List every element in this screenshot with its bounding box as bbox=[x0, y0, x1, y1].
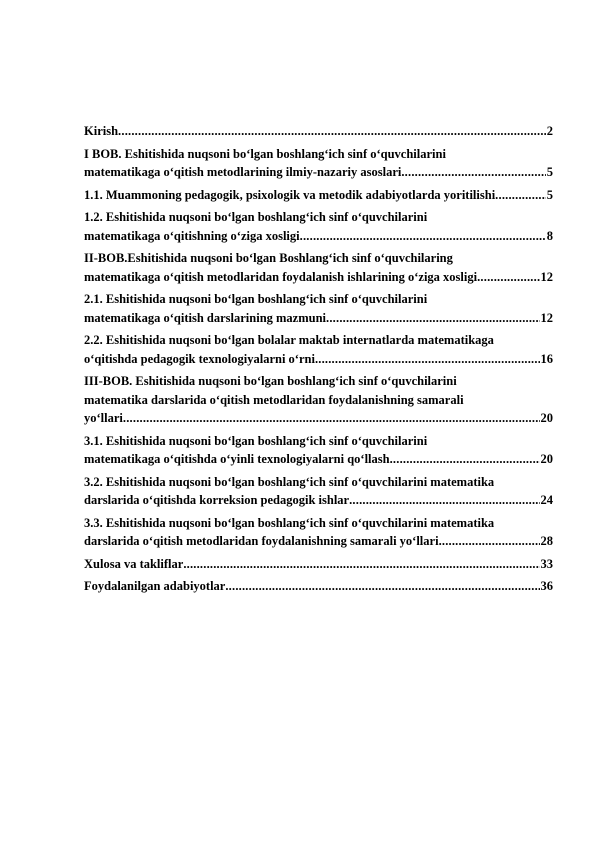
toc-entry-page-number: 36 bbox=[540, 579, 553, 593]
toc-entry-page-number: 8 bbox=[546, 228, 553, 243]
toc-entry-title-line: Xulosa va takliflar bbox=[84, 556, 184, 571]
toc-entry-title-line: 2.2. Eshitishida nuqsoni boʻlgan bolalar maktab internatlarda matematikaga bbox=[84, 333, 494, 347]
toc-entry-title-line: 2.1. Eshitishida nuqsoni boʻlgan boshlangʻich sinf oʻquvchilarini bbox=[84, 292, 428, 306]
toc-entry-page-number: 12 bbox=[540, 269, 553, 284]
toc-entry-leader-line bbox=[84, 268, 553, 287]
toc-entry-page-number: 33 bbox=[540, 556, 553, 571]
toc-entry[interactable] bbox=[84, 145, 553, 182]
dot-leader bbox=[315, 350, 540, 369]
toc-entry-leader-line bbox=[84, 350, 553, 369]
toc-entry-leader-line bbox=[84, 409, 553, 428]
dot-leader bbox=[123, 409, 540, 428]
toc-entry[interactable] bbox=[84, 514, 553, 551]
toc-entry-page-number: 12 bbox=[540, 310, 553, 325]
toc-entry[interactable] bbox=[84, 473, 553, 510]
toc-entry-page-number: 5 bbox=[546, 165, 553, 179]
toc-entry[interactable] bbox=[84, 290, 553, 327]
toc-entry-title-line: 1.2. Eshitishida nuqsoni boʻlgan boshlangʻich sinf oʻquvchilarini bbox=[84, 210, 428, 224]
toc-entry-leader-line bbox=[84, 186, 553, 205]
toc-entry-title-line: I BOB. Eshitishida nuqsoni boʻlgan boshlangʻich sinf oʻquvchilarini bbox=[84, 146, 446, 161]
table-of-contents bbox=[84, 122, 553, 600]
toc-entry-leader-line bbox=[84, 532, 553, 551]
toc-entry-leader-line bbox=[84, 122, 553, 141]
dot-leader bbox=[495, 186, 546, 205]
dot-leader bbox=[300, 227, 546, 246]
toc-entry-leader-line bbox=[84, 163, 553, 182]
dot-leader bbox=[183, 555, 539, 574]
toc-entry-title-line: II-BOB.Eshitishida nuqsoni boʻlgan Boshlangʻich sinf oʻquvchilaring bbox=[84, 251, 453, 265]
toc-entry[interactable] bbox=[84, 208, 553, 245]
toc-entry-title-line: matematikaga oʻqitish metodlaridan foydalanish ishlarining oʻziga xosligi bbox=[84, 269, 478, 284]
toc-entry-title-line: matematikaga oʻqitish darslarining mazmuni bbox=[84, 310, 327, 325]
toc-entry[interactable] bbox=[84, 372, 553, 428]
toc-entry[interactable] bbox=[84, 432, 553, 469]
toc-entry-title-line: 3.1. Eshitishida nuqsoni boʻlgan boshlangʻich sinf oʻquvchilarini bbox=[84, 433, 428, 448]
toc-entry[interactable] bbox=[84, 122, 553, 141]
dot-leader bbox=[401, 163, 545, 182]
dot-leader bbox=[439, 532, 540, 551]
toc-entry-title-line: matematikaga oʻqitishda oʻyinli texnologiyalarni qoʻllash bbox=[84, 452, 390, 466]
toc-entry[interactable] bbox=[84, 249, 553, 286]
toc-entry[interactable] bbox=[84, 331, 553, 368]
toc-entry-title-line: matematikaga oʻqitish metodlarining ilmiy-nazariy asoslari bbox=[84, 165, 402, 179]
toc-entry-title-line: matematikaga oʻqitishning oʻziga xosligi bbox=[84, 228, 300, 243]
toc-entry[interactable] bbox=[84, 186, 553, 205]
toc-entry[interactable] bbox=[84, 577, 553, 596]
toc-entry-title-line: 1.1. Muammoning pedagogik, psixologik va metodik adabiyotlarda yoritilishi bbox=[84, 187, 496, 202]
toc-entry-page-number: 2 bbox=[546, 124, 553, 138]
toc-entry-title-line: oʻqitishda pedagogik texnologiyalarni oʻrni bbox=[84, 351, 315, 366]
toc-entry-title-line: darslarida oʻqitish metodlaridan foydalanishning samarali yoʻllari bbox=[84, 534, 439, 548]
toc-entry-leader-line bbox=[84, 450, 553, 469]
dot-leader bbox=[477, 268, 539, 287]
toc-entry-title-line: Foydalanilgan adabiyotlar bbox=[84, 579, 226, 593]
toc-entry-page-number: 16 bbox=[540, 351, 553, 366]
toc-entry-page-number: 28 bbox=[540, 534, 553, 548]
dot-leader bbox=[349, 491, 539, 510]
toc-entry-page-number: 5 bbox=[546, 187, 553, 202]
toc-entry-leader-line bbox=[84, 227, 553, 246]
dot-leader bbox=[118, 122, 546, 141]
toc-entry-title-line: 3.2. Eshitishida nuqsoni boʻlgan boshlangʻich sinf oʻquvchilarini matematika bbox=[84, 474, 495, 489]
toc-entry-title-line: III-BOB. Eshitishida nuqsoni boʻlgan boshlangʻich sinf oʻquvchilarini bbox=[84, 374, 457, 388]
toc-entry-title-line: matematika darslarida oʻqitish metodlaridan foydalanishning samarali bbox=[84, 392, 464, 407]
toc-entry-leader-line bbox=[84, 577, 553, 596]
toc-entry-leader-line bbox=[84, 555, 553, 574]
dot-leader bbox=[390, 450, 540, 469]
toc-entry-title-line: Kirish bbox=[84, 124, 119, 138]
toc-entry-title-line: darslarida oʻqitishda korreksion pedagogik ishlar bbox=[84, 493, 350, 507]
dot-leader bbox=[225, 577, 539, 596]
toc-entry-page-number: 20 bbox=[540, 452, 553, 466]
toc-entry-page-number: 20 bbox=[540, 411, 553, 425]
dot-leader bbox=[326, 309, 539, 328]
toc-entry-page-number: 24 bbox=[540, 493, 553, 507]
toc-entry-leader-line bbox=[84, 309, 553, 328]
toc-entry-leader-line bbox=[84, 491, 553, 510]
toc-entry[interactable] bbox=[84, 555, 553, 574]
toc-entry-title-line: 3.3. Eshitishida nuqsoni boʻlgan boshlangʻich sinf oʻquvchilarini matematika bbox=[84, 515, 495, 530]
toc-entry-title-line: yoʻllari bbox=[84, 411, 123, 425]
